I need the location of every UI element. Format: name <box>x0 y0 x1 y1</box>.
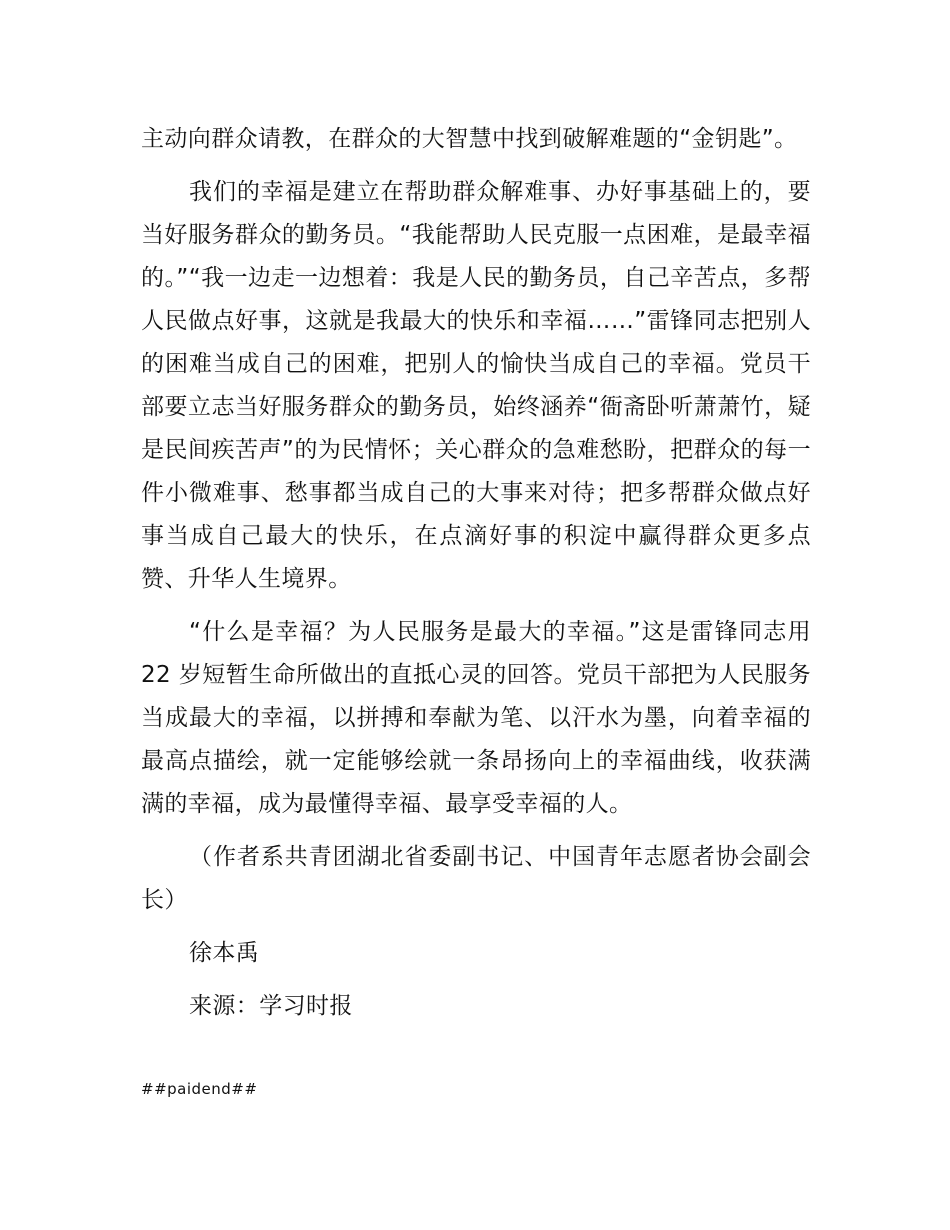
paragraph-happiness-service: 我们的幸福是建立在帮助群众解难事、办好事基础上的，要当好服务群众的勤务员。“我能帮助人民克服一点困难，是最幸福的。”“我一边走一边想着：我是人民的勤务员，自己辛苦点，多帮人民做点好事，这就是我最大的快乐和幸福……”雷锋同志把别人的困难当成自己的困难，把别人的愉快当成自己的幸福。党员干部要立志当好服务群众的勤务员，始终涵养“衙斋卧听萧萧竹，疑是民间疾苦声”的为民情怀；关心群众的急难愁盼，把群众的每一件小微难事、愁事都当成自己的大事来对待；把多帮群众做点好事当成自己最大的快乐，在点滴好事的积淀中赢得群众更多点赞、升华人生境界。 <box>141 179 811 592</box>
author-note: （作者系共青团湖北省委副书记、中国青年志愿者协会副会长） <box>141 844 811 913</box>
author-name: 徐本禹 <box>189 940 260 966</box>
paragraph-continuation: 主动向群众请教，在群众的大智慧中找到破解难题的“金钥匙”。 <box>141 126 798 152</box>
paragraph-what-is-happiness: “什么是幸福？为人民服务是最大的幸福。”这是雷锋同志用 22 岁短暂生命所做出的直抵心灵的回答。党员干部把为人民服务当成最大的幸福，以拼搏和奉献为笔、以汗水为墨，向着幸福的最高点描绘，就一定能够绘就一条昂扬向上的幸福曲线，收获满满的幸福，成为最懂得幸福、最享受幸福的人。 <box>141 619 811 817</box>
source-line: 来源：学习时报 <box>189 993 353 1019</box>
end-marker: ##paidend## <box>141 1080 258 1098</box>
article-body <box>141 118 811 1028</box>
